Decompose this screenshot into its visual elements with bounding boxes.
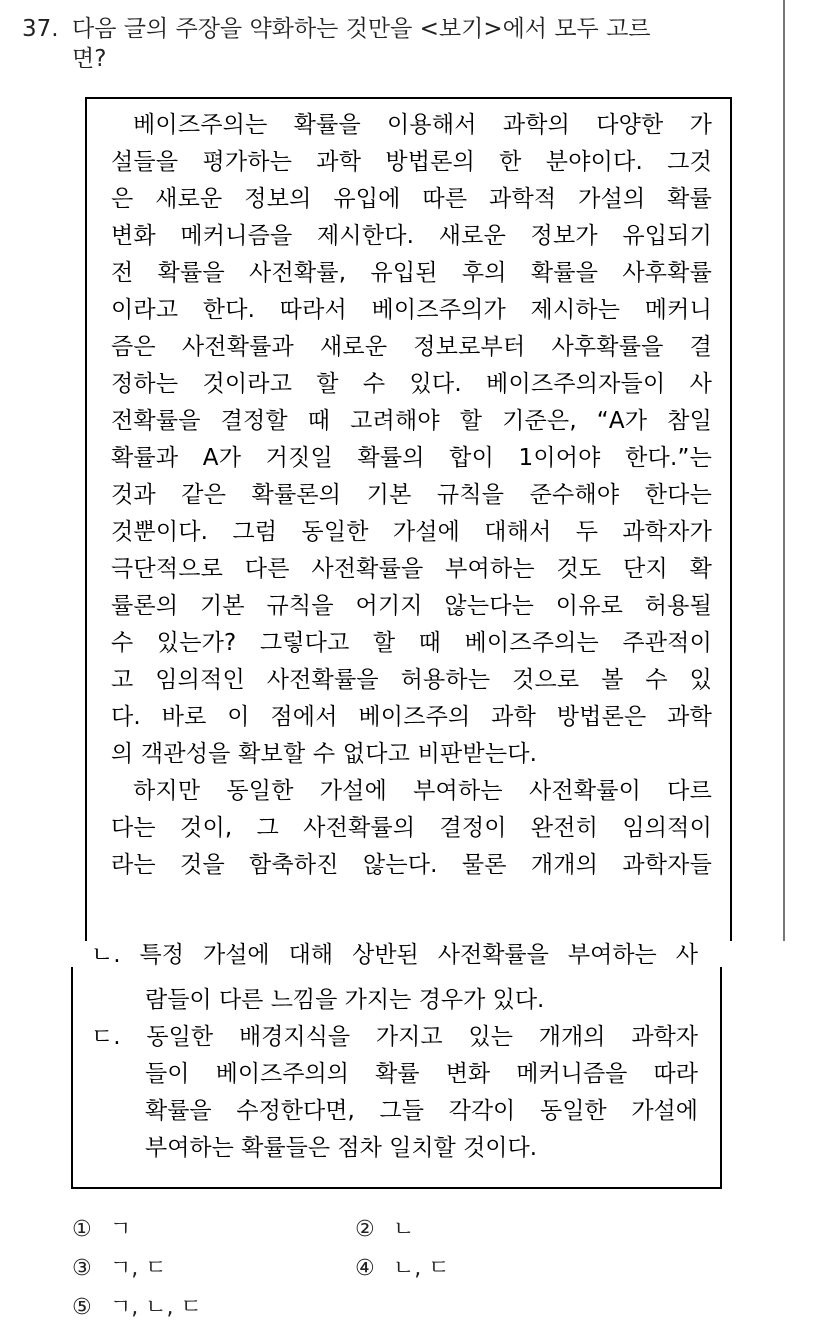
passage-line: 다는 것이, 그 사전확률의 결정이 완전히 임의적이 [111, 815, 712, 841]
passage-line: 고 임의적인 사전확률을 허용하는 것으로 볼 수 있 [111, 667, 712, 693]
passage-line: 의 객관성을 확보할 수 없다고 비판받는다. [111, 741, 538, 767]
passage-line: 라는 것을 함축하진 않는다. 물론 개개의 과학자들 [111, 852, 712, 878]
passage-line: 즘은 사전확률과 새로운 정보로부터 사후확률을 결 [111, 334, 712, 360]
choice-text: ㄱ, ㄴ, ㄷ [110, 1295, 202, 1320]
choice-2[interactable] [355, 1212, 414, 1243]
passage-line: 설들을 평가하는 과학 방법론의 한 분야이다. 그것 [111, 149, 712, 175]
passage-line: 전 확률을 사전확률, 유입된 후의 확률을 사후확률 [111, 260, 712, 286]
passage-line: 변화 메커니즘을 제시한다. 새로운 정보가 유입되기 [111, 223, 712, 249]
passage-line: 전확률을 결정할 때 고려해야 할 기준은, “A가 참일 [111, 408, 712, 434]
bogi-line: 들이 베이즈주의의 확률 변화 메커니즘을 따라 [145, 1061, 698, 1087]
passage-line: 은 새로운 정보의 유입에 따른 과학적 가설의 확률 [111, 186, 712, 212]
choice-mark: ④ [355, 1256, 375, 1281]
choice-4[interactable] [355, 1251, 450, 1282]
bogi-box [71, 942, 722, 1189]
question-text-line2: 면? [72, 46, 107, 72]
question-stem [22, 14, 762, 74]
choice-mark: ⑤ [72, 1295, 92, 1320]
passage-line: 정하는 것이라고 할 수 있다. 베이즈주의자들이 사 [111, 371, 712, 397]
passage-line: 극단적으로 다른 사전확률을 부여하는 것도 단지 확 [111, 556, 712, 582]
choice-1[interactable] [72, 1212, 131, 1243]
passage-line: 것과 같은 확률론의 기본 규칙을 준수해야 한다는 [111, 482, 712, 508]
passage-line: 것뿐이다. 그럼 동일한 가설에 대해서 두 과학자가 [111, 519, 712, 545]
passage-line: 이라고 한다. 따라서 베이즈주의가 제시하는 메커니 [111, 297, 712, 323]
passage-line: 수 있는가? 그렇다고 할 때 베이즈주의는 주관적이 [111, 630, 712, 656]
bogi-line: 확률을 수정한다면, 그들 각각이 동일한 가설에 [145, 1098, 698, 1124]
bogi-line: 부여하는 확률들은 점차 일치할 것이다. [145, 1135, 538, 1161]
choice-mark: ① [72, 1217, 92, 1242]
passage-line: 률론의 기본 규칙을 어기지 않는다는 이유로 허용될 [111, 593, 712, 619]
choice-5[interactable] [72, 1290, 202, 1321]
choice-text: ㄱ [110, 1217, 132, 1242]
choice-3[interactable] [72, 1251, 167, 1282]
choice-text: ㄴ, ㄷ [393, 1256, 450, 1281]
bogi-line: 람들이 다른 느낌을 가지는 경우가 있다. [145, 987, 545, 1013]
choice-mark: ③ [72, 1256, 92, 1281]
choice-text: ㄴ [393, 1217, 415, 1242]
choice-text: ㄱ, ㄷ [110, 1256, 167, 1281]
question-number: 37. [22, 16, 59, 42]
column-divider [783, 0, 785, 941]
passage-line: 확률과 A가 거짓일 확률의 합이 1이어야 한다.”는 [111, 445, 712, 471]
question-text-line1: 다음 글의 주장을 약화하는 것만을 <보기>에서 모두 고르 [72, 16, 651, 42]
bogi-cut-line: ㄴ. 특정 가설에 대해 상반된 사전확률을 부여하는 사 [91, 942, 698, 968]
passage-box [85, 97, 732, 941]
passage-line: 하지만 동일한 가설에 부여하는 사전확률이 다르 [133, 778, 712, 804]
choice-mark: ② [355, 1217, 375, 1242]
passage-line: 베이즈주의는 확률을 이용해서 과학의 다양한 가 [133, 112, 712, 138]
bogi-item-c: ㄷ. 동일한 배경지식을 가지고 있는 개개의 과학자 [91, 1024, 698, 1050]
passage-line: 다. 바로 이 점에서 베이즈주의 과학 방법론은 과학 [111, 704, 712, 730]
